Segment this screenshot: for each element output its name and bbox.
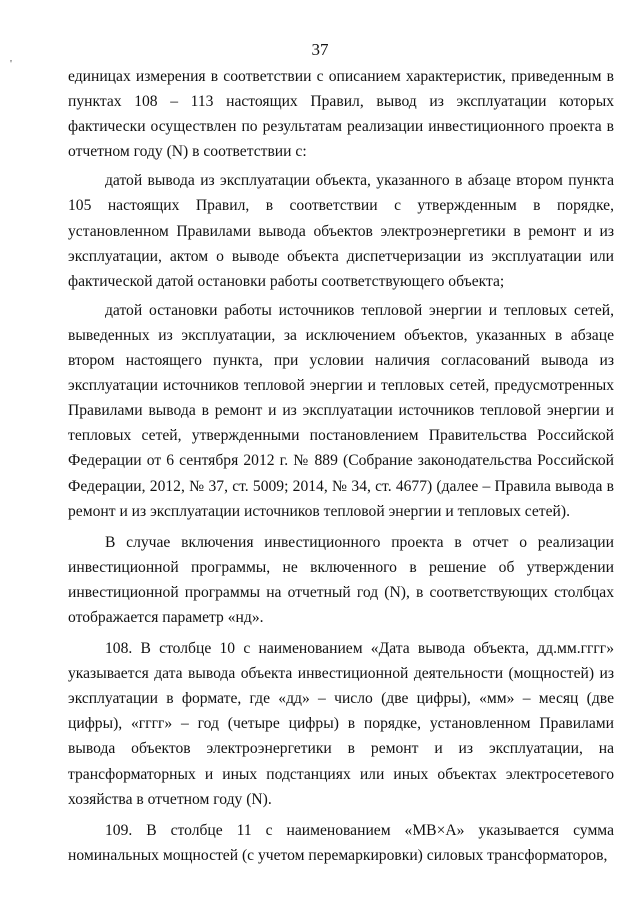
paragraph-decommission-date: датой вывода из эксплуатации объекта, указанного в абзаце втором пункта 105 настоящих Правил, в соответствии с утвержденным в порядке, установленном Правилами вывода объектов электроэнергетики в ремонт и из эксплуатации, актом о выводе объекта диспетчеризации из эксплуатации или фактической датой остановки работы соответствующего объекта; bbox=[68, 172, 614, 290]
document-body bbox=[68, 64, 614, 868]
paragraph-nd-parameter: В случае включения инвестиционного проекта в отчет о реализации инвестиционной программы, не включенного в решение об утверждении инвестиционной программы на отчетный год (N), в соответствующих столбцах отображается параметр «нд». bbox=[68, 533, 614, 626]
paragraph-continuation: единицах измерения в соответствии с описанием характеристик, приведенным в пунктах 108 – 113 настоящих Правил, вывод из эксплуатации которых фактически осуществлен по результатам реализации инвестиционного проекта в отчетном году (N) в соответствии с: bbox=[68, 68, 614, 161]
paragraph-item-109: 109. В столбце 11 с наименованием «МВ×А» указывается сумма номинальных мощностей (с учетом перемаркировки) силовых трансформаторов, bbox=[68, 821, 614, 864]
page-number: 37 bbox=[311, 40, 329, 59]
paragraph-item-108: 108. В столбце 10 с наименованием «Дата вывода объекта, дд.мм.гггг» указывается дата вывода объекта инвестиционной деятельности (мощностей) из эксплуатации в формате, где «дд» – число (две цифры), «мм» – месяц (две цифры), «гггг» – год (четыре цифры) в порядке, установленном Правилами вывода объектов электроэнергетики в ремонт и из эксплуатации, на трансформаторных и иных подстанциях или иных объектах электросетевого хозяйства в отчетном году (N). bbox=[68, 640, 614, 808]
paragraph-heat-source-stop-date: датой остановки работы источников тепловой энергии и тепловых сетей, выведенных из эксплуатации, за исключением объектов, указанных в абзаце втором настоящего пункта, при условии наличия согласований вывода из эксплуатации источников тепловой энергии и тепловых сетей, предусмотренных Правилами вывода в ремонт и из эксплуатации источников тепловой энергии и тепловых сетей, утвержденными постановлением Правительства Российской Федерации от 6 сентября 2012 г. № 889 (Собрание законодательства Российской Федерации, 2012, № 37, ст. 5009; 2014, № 34, ст. 4677) (далее – Правила вывода в ремонт и из эксплуатации источников тепловой энергии и тепловых сетей). bbox=[68, 301, 614, 520]
scan-speck: ' bbox=[10, 58, 12, 70]
